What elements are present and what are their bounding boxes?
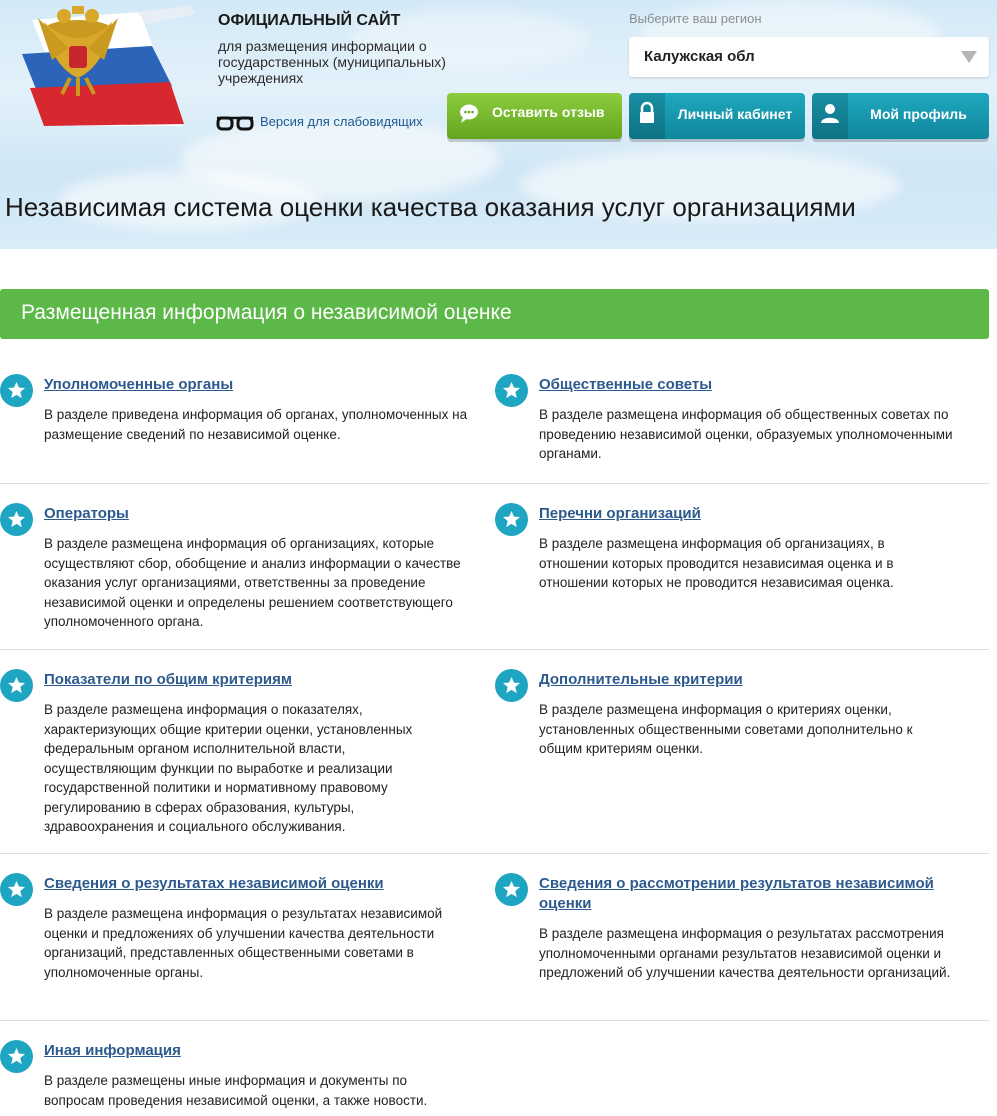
list-item [495,873,985,1003]
feedback-button-label: Оставить отзыв [492,104,605,120]
item-link-operators[interactable]: Операторы [44,505,129,522]
star-icon [495,873,528,906]
section-banner-title: Размещенная информация о независимой оценке [21,301,512,324]
lock-icon [629,93,665,139]
personal-cabinet-button[interactable] [629,93,805,139]
user-icon [812,93,848,139]
list-item [0,503,480,633]
star-icon [0,873,33,906]
coat-of-arms-icon[interactable] [12,6,202,128]
star-icon [0,669,33,702]
list-item [495,669,985,759]
site-header [0,0,997,249]
star-icon [495,374,528,407]
list-item [0,873,480,983]
list-item [0,669,480,834]
chat-bubble-icon [447,93,483,139]
star-icon [0,374,33,407]
region-label: Выберите ваш регион [629,11,762,26]
my-profile-label: Мой профиль [870,106,967,122]
item-description: В разделе размещена информация об организациях, в отношении которых проводится независимая оценка и в отношении которых не проводится независимая оценка. [539,536,894,590]
item-link-other-information[interactable]: Иная информация [44,1042,181,1059]
section-banner [0,289,989,339]
feedback-button[interactable] [447,93,622,139]
divider [0,483,989,484]
divider [0,853,989,854]
list-item [0,374,480,454]
list-item [495,503,985,593]
item-link-assessment-results[interactable]: Сведения о результатах независимой оценки [44,875,384,892]
item-description: В разделе приведена информация об органах, уполномоченных на размещение сведений по независимой оценке. [44,407,468,442]
item-link-general-criteria-indicators[interactable]: Показатели по общим критериям [44,671,292,688]
divider [0,649,989,650]
chevron-down-icon [961,51,977,63]
item-description: В разделе размещена информация об организациях, которые осуществляют сбор, обобщение и анализ информации о качестве оказания услуг организациями, ответственны за проведение независимой оценки и определены решением соответствующего уполномоченного органа. [44,536,461,629]
item-description: В разделе размещена информация о результатах независимой оценки и предложениях об улучшении качества деятельности организаций, представленных общественными советами в уполномоченные органы. [44,906,443,980]
item-link-authorized-bodies[interactable]: Уполномоченные органы [44,376,234,393]
page-title: Независимая система оценки качества оказания услуг организациями [5,192,856,222]
item-description: В разделе размещена информация о критериях оценки, установленных общественными советами дополнительно к общим критериям оценки. [539,702,913,756]
region-value: Калужская обл [644,48,755,65]
list-item [495,374,985,464]
item-description: В разделе размещена информация о результатах рассмотрения уполномоченными органами результатов независимой оценки и предложений об улучшении качества деятельности организаций. [539,926,951,980]
star-icon [495,669,528,702]
item-description: В разделе размещена информация о показателях, характеризующих общие критерии оценки, установленных федеральным органом исполнительной власти, осуществляющим функции по выработке и реализации государственной политики и нормативному правовому регулированию в сферах образования, культуры, здравоохранения и социального обслуживания. [44,702,413,834]
site-subtitle: для размещения информации о государственных (муниципальных) учреждениях [218,38,446,86]
item-link-public-councils[interactable]: Общественные советы [539,376,713,393]
list-item [0,1040,480,1116]
item-description: В разделе размещены иные информация и документы по вопросам проведения независимой оценки, а также новости. [44,1073,428,1108]
item-link-results-review[interactable]: Сведения о рассмотрении результатов независимой оценки [539,875,934,912]
item-description: В разделе размещена информация об общественных советах по проведению независимой оценки, образуемых уполномоченными органами. [539,407,953,461]
star-icon [495,503,528,536]
site-title: ОФИЦИАЛЬНЫЙ САЙТ [218,12,401,29]
item-link-organization-lists[interactable]: Перечни организаций [539,505,701,522]
item-link-additional-criteria[interactable]: Дополнительные критерии [539,671,743,688]
my-profile-button[interactable] [812,93,989,139]
region-select[interactable] [629,37,989,77]
divider [0,1020,989,1021]
glasses-icon[interactable] [215,114,255,132]
star-icon [0,503,33,536]
star-icon [0,1040,33,1073]
personal-cabinet-label: Личный кабинет [677,106,793,122]
low-vision-link[interactable]: Версия для слабовидящих [260,114,423,129]
